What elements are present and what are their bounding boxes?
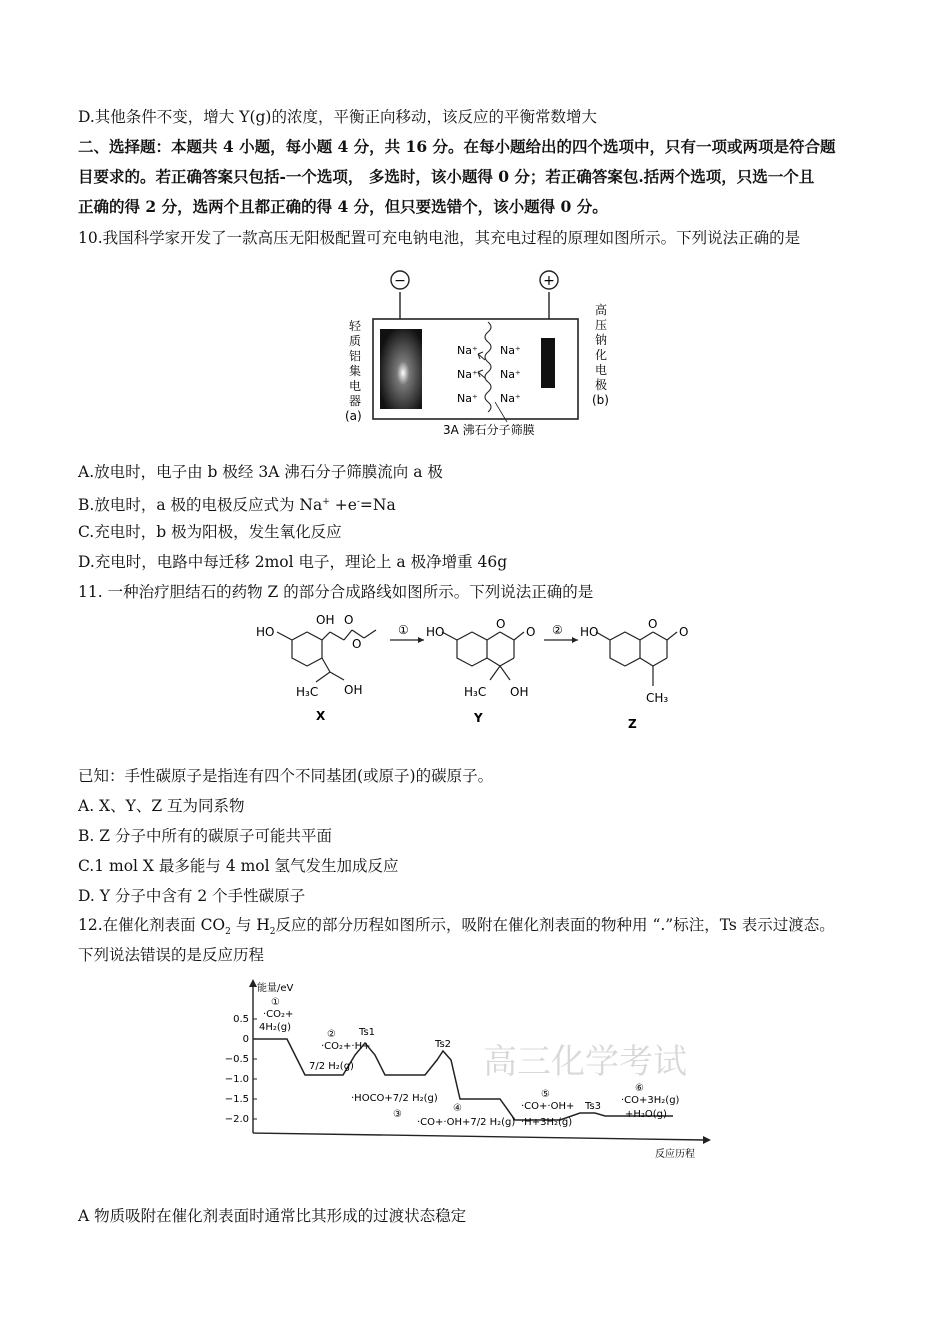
- svg-text:OH: OH: [316, 613, 335, 627]
- battery-diagram: [335, 262, 625, 452]
- svg-text:7/2 H₂(g): 7/2 H₂(g): [309, 1061, 354, 1072]
- svg-text:HO: HO: [580, 625, 599, 639]
- plus-sign: +: [543, 273, 555, 289]
- section2-instructions-2: 目要求的。若正确答案只包括-一个选项， 多选时，该小题得 0 分；若正确答案包.括两个选项，只选一个且: [78, 167, 815, 186]
- svg-text:轻: 轻: [349, 319, 362, 333]
- svg-text:HO: HO: [256, 625, 275, 639]
- svg-text:OH: OH: [510, 685, 529, 699]
- svg-text:−2.0: −2.0: [225, 1114, 249, 1125]
- q10-option-a: A.放电时，电子由 b 极经 3A 沸石分子筛膜流向 a 极: [78, 463, 443, 481]
- state-4-num: ④: [453, 1103, 462, 1114]
- na-ion-label: Na⁺: [500, 344, 521, 357]
- q12-option-a: A 物质吸附在催化剂表面时通常比其形成的过渡状态稳定: [78, 1207, 467, 1225]
- state-5-num: ⑤: [541, 1089, 550, 1100]
- q11-option-d: D. Y 分子中含有 2 个手性碳原子: [78, 887, 306, 905]
- svg-text:·CO₂+: ·CO₂+: [263, 1009, 294, 1020]
- svg-text:HO: HO: [426, 625, 445, 639]
- svg-text:−1.5: −1.5: [225, 1094, 249, 1105]
- q10-option-b: B.放电时，a 极的电极反应式为 Na+ +e-=Na: [78, 496, 396, 515]
- svg-text:OH: OH: [344, 683, 363, 697]
- svg-text:H₃C: H₃C: [464, 685, 487, 699]
- q9-option-d: D.其他条件不变，增大 Y(g)的浓度，平衡正向移动，该反应的平衡常数增大: [78, 108, 597, 126]
- svg-text:O: O: [526, 625, 536, 639]
- molecule-y: [442, 632, 524, 680]
- svg-text:O: O: [344, 613, 354, 627]
- na-ion-label: Na⁺: [457, 368, 478, 381]
- q12-stem-1: 12.在催化剂表面 $CO_2$ 与 $H_2$反应的部分历程如图所示，吸附在催化剂表面的物种用 “.”标注，Ts 表示过渡态。: [78, 916, 835, 938]
- section2-instructions-1: 二、选择题：本题共 4 小题，每小题 4 分，共 16 分。在每小题给出的四个选项中，只有一项或两项是符合题: [78, 137, 836, 156]
- state-3-num: ③: [393, 1109, 402, 1120]
- svg-text:化: 化: [595, 348, 608, 362]
- label-x: X: [316, 709, 326, 723]
- q11-note: 已知：手性碳原子是指连有四个不同基团(或原子)的碳原子。: [78, 767, 494, 785]
- svg-text:电: 电: [595, 363, 608, 377]
- q11-option-c: C.1 mol X 最多能与 4 mol 氢气发生加成反应: [78, 857, 399, 875]
- na-ion-label: Na⁺: [500, 368, 521, 381]
- label-y: Y: [474, 711, 483, 725]
- ts3-label: Ts3: [585, 1101, 602, 1112]
- svg-text:−1.0: −1.0: [225, 1074, 249, 1085]
- step-2-label: ②: [552, 623, 563, 637]
- svg-text:0.5: 0.5: [233, 1014, 249, 1025]
- electrode-b: [541, 338, 555, 388]
- svg-text:高: 高: [595, 303, 608, 317]
- energy-profile-diagram: [225, 975, 715, 1165]
- svg-text:极: 极: [595, 378, 608, 392]
- electrode-a-label: [345, 319, 362, 423]
- svg-text:O: O: [679, 625, 689, 639]
- svg-text:质: 质: [349, 334, 362, 348]
- electrode-b-label: [592, 302, 609, 407]
- na-ion-label: Na⁺: [457, 392, 478, 405]
- svg-text:(a): (a): [345, 409, 362, 423]
- state-6-num: ⑥: [635, 1083, 644, 1094]
- svg-text:CH₃: CH₃: [646, 691, 669, 705]
- svg-text:·H+3H₂(g): ·H+3H₂(g): [521, 1117, 573, 1128]
- svg-text:·CO+·OH+: ·CO+·OH+: [521, 1101, 575, 1112]
- q12-stem-2: 下列说法错误的是反应历程: [78, 946, 265, 964]
- svg-text:O: O: [352, 637, 362, 651]
- membrane-label: 3A 沸石分子筛膜: [443, 423, 535, 437]
- svg-text:H₃C: H₃C: [296, 685, 319, 699]
- svg-text:(b): (b): [592, 393, 609, 407]
- section2-instructions-3: 正确的得 2 分，选两个且都正确的得 4 分，但只要选错个，该小题得 0 分。: [78, 197, 608, 216]
- state-2-num: ②: [327, 1029, 336, 1040]
- ts2-label: Ts2: [435, 1039, 452, 1050]
- state-1-num: ①: [271, 997, 280, 1008]
- x-axis-label: 反应历程: [655, 1149, 695, 1160]
- svg-text:器: 器: [349, 394, 362, 408]
- svg-text:·CO+3H₂(g): ·CO+3H₂(g): [621, 1095, 680, 1106]
- svg-text:·CO₂+·H+: ·CO₂+·H+: [321, 1041, 371, 1052]
- svg-text:集: 集: [349, 364, 362, 378]
- svg-text:4H₂(g): 4H₂(g): [259, 1022, 292, 1033]
- svg-text:钠: 钠: [595, 333, 608, 347]
- na-ion-label: Na⁺: [500, 392, 521, 405]
- label-z: Z: [628, 717, 637, 731]
- svg-text:·CO+·OH+7/2 H₂(g): ·CO+·OH+7/2 H₂(g): [417, 1117, 516, 1128]
- svg-text:O: O: [496, 617, 506, 631]
- svg-text:·HOCO+7/2 H₂(g): ·HOCO+7/2 H₂(g): [351, 1093, 438, 1104]
- svg-text:+H₂O(g): +H₂O(g): [625, 1109, 667, 1120]
- x-axis: [253, 1133, 705, 1140]
- q10-option-d: D.充电时，电路中每迁移 2mol 电子，理论上 a 极净增重 46g: [78, 553, 508, 571]
- q10-option-c: C.充电时，b 极为阳极，发生氧化反应: [78, 523, 342, 541]
- watermark: 高三化学考试: [483, 1042, 687, 1082]
- na-ion-label: Na⁺: [457, 344, 478, 357]
- svg-text:O: O: [648, 617, 658, 631]
- q11-option-b: B. Z 分子中所有的碳原子可能共平面: [78, 827, 332, 845]
- svg-text:−0.5: −0.5: [225, 1054, 249, 1065]
- svg-text:0: 0: [242, 1034, 249, 1045]
- svg-text:压: 压: [595, 318, 608, 332]
- molecule-z: [596, 632, 677, 686]
- minus-sign: −: [394, 273, 406, 289]
- step-1-label: ①: [398, 623, 409, 637]
- ts1-label: Ts1: [359, 1027, 376, 1038]
- synthesis-route-diagram: [252, 610, 702, 735]
- svg-text:铝: 铝: [349, 349, 362, 363]
- q11-stem: 11. 一种治疗胆结石的药物 Z 的部分合成路线如图所示。下列说法正确的是: [78, 583, 594, 601]
- q10-stem: 10.我国科学家开发了一款高压无阳极配置可充电钠电池，其充电过程的原理如图所示。下列说法正确的是: [78, 229, 801, 247]
- electrode-a: [380, 329, 422, 409]
- y-axis-label: 能量/eV: [257, 983, 294, 994]
- q11-option-a: A. X、Y、Z 互为同系物: [78, 797, 245, 815]
- svg-text:电: 电: [349, 379, 362, 393]
